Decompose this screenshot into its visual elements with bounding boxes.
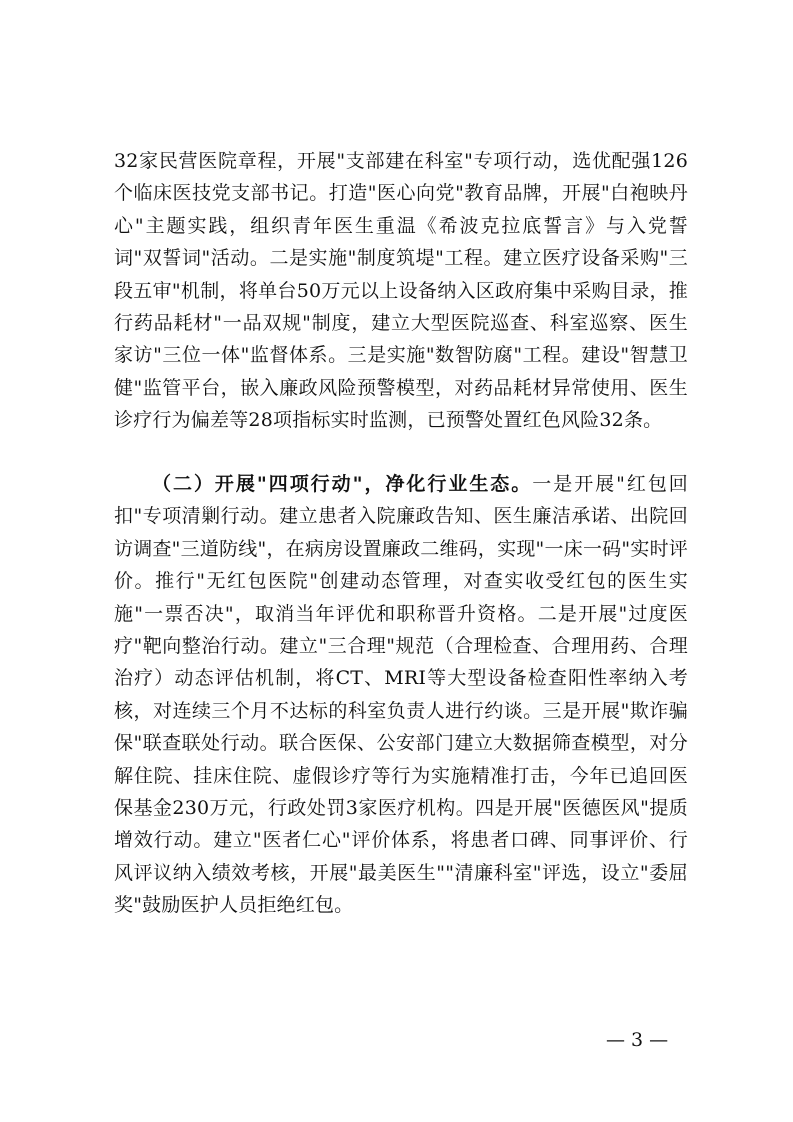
body-paragraph-2 xyxy=(114,468,688,922)
page-number: — 3 — xyxy=(606,1029,669,1051)
body-paragraph-1: 32家民营医院章程，开展"支部建在科室"专项行动，选优配强126个临床医技党支部书记。打造"医心向党"教育品牌，开展"白袍映丹心"主题实践，组织青年医生重温《希波克拉底誓言》与入党誓词"双誓词"活动。二是实施"制度筑堤"工程。建立医疗设备采购"三段五审"机制，将单台50万元以上设备纳入区政府集中采购目录，推行药品耗材"一品双规"制度，建立大型医院巡查、科室巡察、医生家访"三位一体"监督体系。三是实施"数智防腐"工程。建设"智慧卫健"监管平台，嵌入廉政风险预警模型，对药品耗材异常使用、医生诊疗行为偏差等28项指标实时监测，已预警处置红色风险32条。 xyxy=(114,150,688,432)
section-heading-inline: （二）开展"四项行动"，净化行业生态。 xyxy=(152,473,533,495)
section-body-text: 一是开展"红包回扣"专项清剿行动。建立患者入院廉政告知、医生廉洁承诺、出院回访调查"三道防线"，在病房设置廉政二维码，实现"一床一码"实时评价。推行"无红包医院"创建动态管理，对查实收受红包的医生实施"一票否决"，取消当年评优和职称晋升资格。二是开展"过度医疗"靶向整治行动。建立"三合理"规范（合理检查、合理用药、合理治疗）动态评估机制，将CT、MRI等大型设备检查阳性率纳入考核，对连续三个月不达标的科室负责人进行约谈。三是开展"欺诈骗保"联查联处行动。联合医保、公安部门建立大数据筛查模型，对分解住院、挂床住院、虚假诊疗等行为实施精准打击，今年已追回医保基金230万元，行政处罚3家医疗机构。四是开展"医德医风"提质增效行动。建立"医者仁心"评价体系，将患者口碑、同事评价、行风评议纳入绩效考核，开展"最美医生""清廉科室"评选，设立"委屈奖"鼓励医护人员拒绝红包。 xyxy=(114,473,688,917)
